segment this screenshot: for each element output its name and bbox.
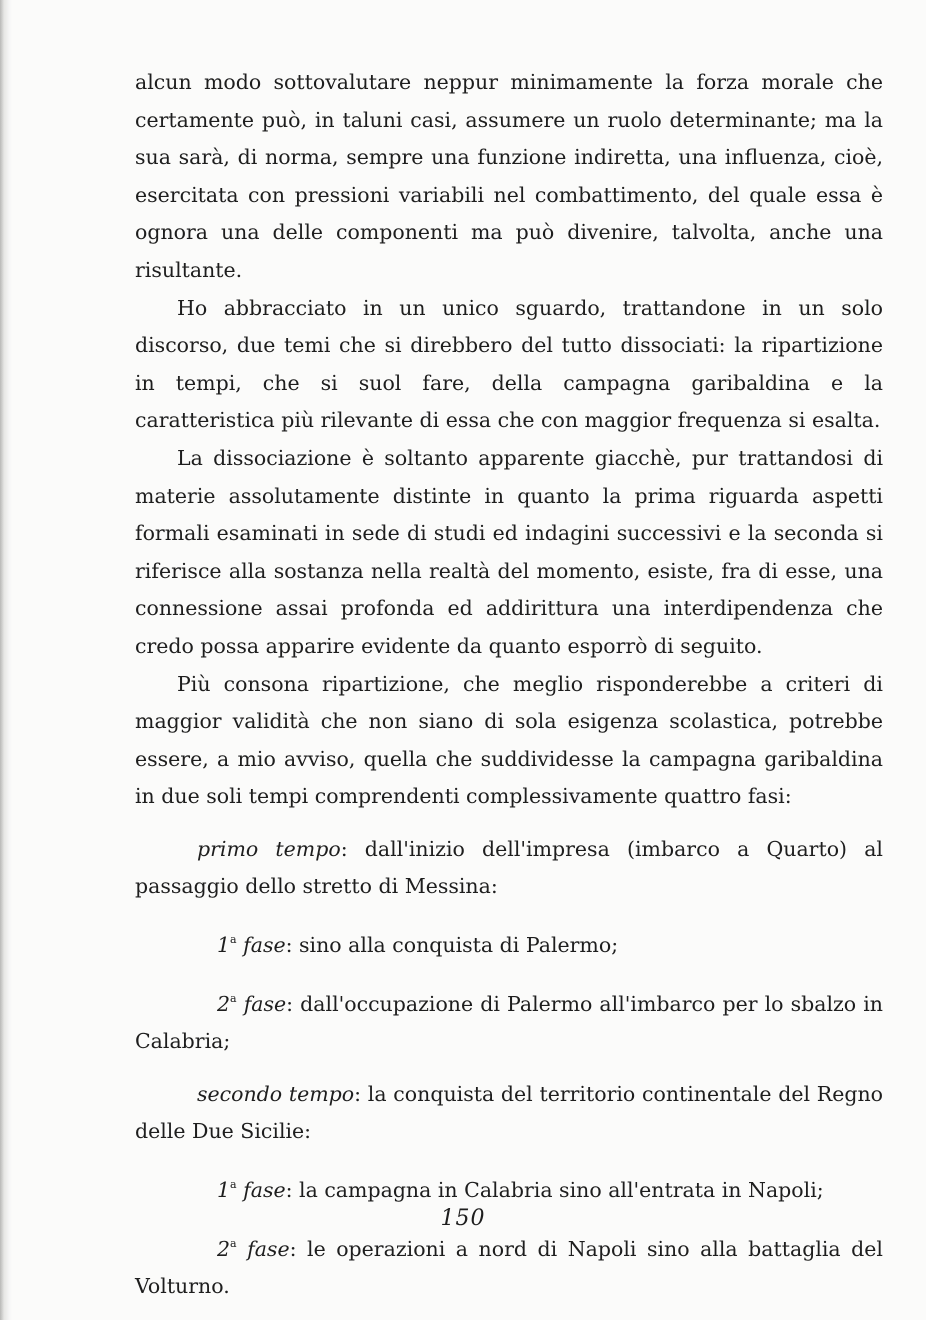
- fase-text: : dall'occupazione di Palermo all'imbarco per lo sbalzo in Calabria;: [135, 991, 883, 1054]
- fase-label: fase: [243, 1178, 286, 1203]
- list-item-secondo-tempo: [135, 1076, 883, 1151]
- fase-text: : le operazioni a nord di Napoli sino alla battaglia del Volturno.: [135, 1236, 883, 1299]
- paragraph-continuation: alcun modo sottovalutare neppur minimamente la forza morale che certamente può, in taluni casi, assumere un ruolo determinante; ma la sua sarà, di norma, sempre una funzione indiretta, una influenza, cioè, esercitata con pressioni variabili nel combattimento, del quale essa è ognora una delle componenti ma può divenire, talvolta, anche una risultante.: [135, 70, 883, 282]
- paragraph: Ho abbracciato in un unico sguardo, trattandone in un solo discorso, due temi che si direbbero del tutto dissociati: la ripartizione in tempi, che si suol fare, della campagna garibaldina e la caratteristica più rilevante di essa che con maggior frequenza si esalta.: [135, 295, 883, 433]
- paragraph: La dissociazione è soltanto apparente giacchè, pur trattandosi di materie assolutamente distinte in quanto la prima riguarda aspetti formali esaminati in sede di studi ed indagini successivi e la seconda si riferisce alla sostanza nella realtà del momento, esiste, fra di esse, una connessione assai profonda ed addirittura una interdipendenza che credo possa apparire evidente da quanto esporrò di seguito.: [135, 445, 883, 658]
- page-number: 150: [440, 1206, 486, 1231]
- secondo-tempo-label: secondo tempo: [197, 1081, 355, 1106]
- list-item-fase: [135, 980, 883, 1061]
- fase-label: fase: [243, 991, 287, 1016]
- fase-label: fase: [243, 933, 286, 958]
- fase-superscript: a: [230, 933, 237, 947]
- secondo-tempo-text: : la conquista del territorio continentale del Regno delle Due Sicilie:: [135, 1081, 884, 1144]
- list-item-fase: [135, 1225, 883, 1306]
- fase-superscript: a: [230, 1236, 237, 1250]
- list-item-fase: [135, 1166, 883, 1210]
- fase-superscript: a: [230, 991, 237, 1005]
- fase-text: : sino alla conquista di Palermo;: [285, 933, 619, 958]
- fase-superscript: a: [230, 1178, 237, 1192]
- fase-number: 1: [217, 1178, 231, 1203]
- primo-tempo-label: primo tempo: [197, 836, 341, 861]
- fase-number: 2: [217, 1236, 231, 1261]
- list-item-primo-tempo: [135, 831, 883, 906]
- paragraph: Più consona ripartizione, che meglio risponderebbe a criteri di maggior validità che non siano di sola esigenza scolastica, potrebbe essere, a mio avviso, quella che suddividesse la campagna garibaldina in due soli tempi comprendenti complessivamente quattro fasi:: [135, 671, 883, 809]
- primo-tempo-text: : dall'inizio dell'impresa (imbarco a Quarto) al passaggio dello stretto di Messina:: [135, 836, 883, 899]
- fase-text: : la campagna in Calabria sino all'entrata in Napoli;: [285, 1178, 824, 1203]
- binding-edge: [0, 0, 12, 1320]
- fase-number: 1: [217, 933, 231, 958]
- fase-label: fase: [247, 1236, 290, 1261]
- fase-number: 2: [217, 991, 231, 1016]
- list-item-fase: [135, 921, 883, 965]
- body-text: [135, 64, 883, 1306]
